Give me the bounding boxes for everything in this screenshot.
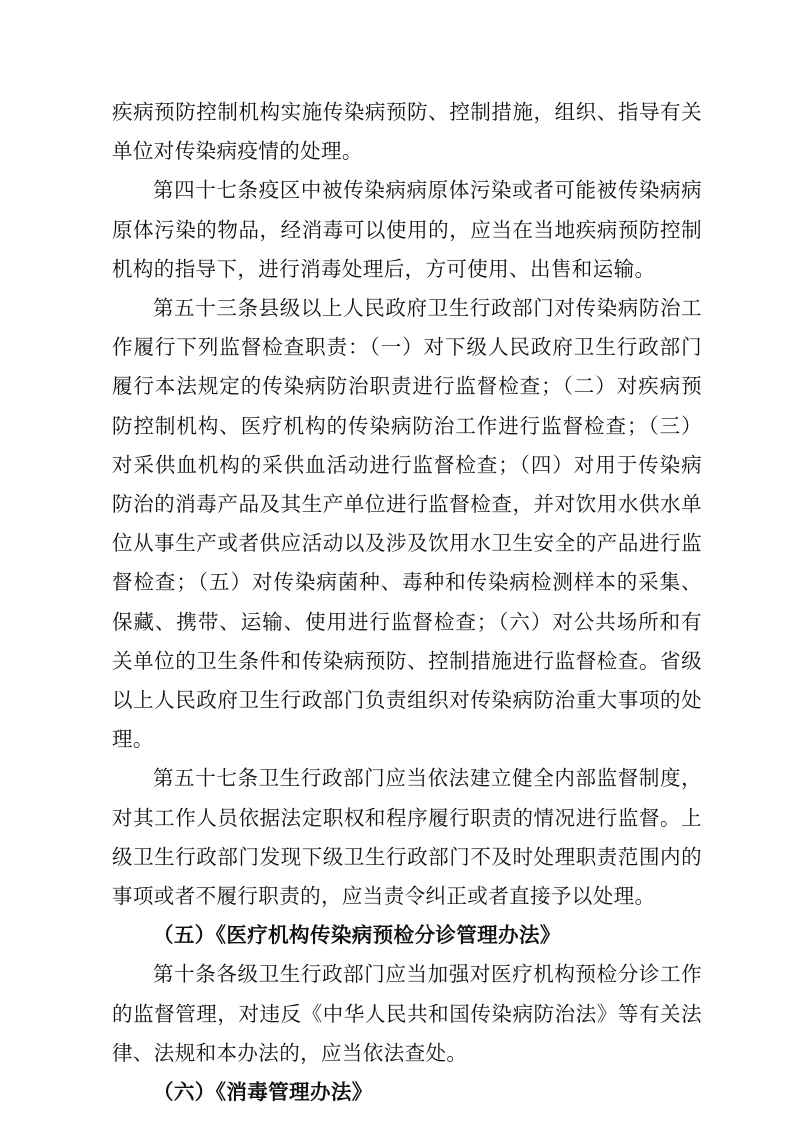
paragraph-article-47: 第四十七条疫区中被传染病病原体污染或者可能被传染病病原体污染的物品，经消毒可以使用的，应当在当地疾病预防控制机构的指导下，进行消毒处理后，方可使用、出售和运输。	[112, 178, 702, 281]
section-heading-6: （六）《消毒管理办法》	[153, 1080, 373, 1105]
paragraph-article-57: 第五十七条卫生行政部门应当依法建立健全内部监督制度，对其工作人员依据法定职权和程序履行职责的情况进行监督。上级卫生行政部门发现下级卫生行政部门不及时处理职责范围内的事项或者不履行职责的，应当责令纠正或者直接予以处理。	[112, 766, 702, 909]
paragraph-article-53: 第五十三条县级以上人民政府卫生行政部门对传染病防治工作履行下列监督检查职责：（一）对下级人民政府卫生行政部门履行本法规定的传染病防治职责进行监督检查；（二）对疾病预防控制机构、医疗机构的传染病防治工作进行监督检查；（三）对采供血机构的采供血活动进行监督检查；（四）对用于传染病防治的消毒产品及其生产单位进行监督检查，并对饮用水供水单位从事生产或者供应活动以及涉及饮用水卫生安全的产品进行监督检查；（五）对传染病菌种、毒种和传染病检测样本的采集、保藏、携带、运输、使用进行监督检查；（六）对公共场所和有关单位的卫生条件和传染病预防、控制措施进行监督检查。省级以上人民政府卫生行政部门负责组织对传染病防治重大事项的处理。	[112, 296, 702, 752]
section-heading-5: （五）《医疗机构传染病预检分诊管理办法》	[153, 923, 561, 948]
paragraph-continuation: 疾病预防控制机构实施传染病预防、控制措施，组织、指导有关单位对传染病疫情的处理。	[112, 100, 702, 164]
paragraph-article-10: 第十条各级卫生行政部门应当加强对医疗机构预检分诊工作的监督管理，对违反《中华人民共和国传染病防治法》等有关法律、法规和本办法的，应当依法查处。	[112, 962, 702, 1065]
document-body	[112, 93, 702, 1112]
